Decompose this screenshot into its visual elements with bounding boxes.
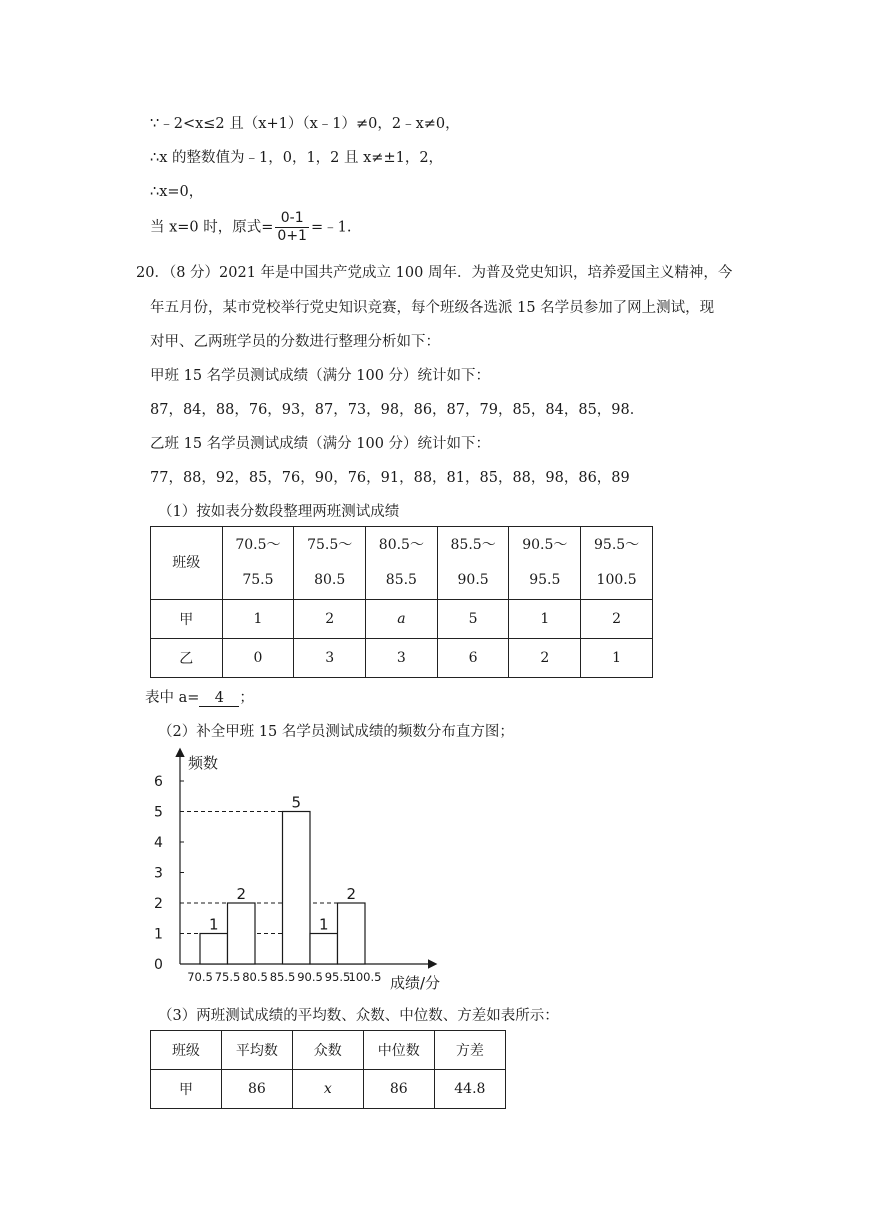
histogram-bar: [338, 903, 366, 964]
y-tick-label: 2: [154, 896, 163, 912]
solution-line-2: ∴x 的整数值为﹣1，0，1，2 且 x≠±1，2，: [150, 150, 444, 166]
fraction-numerator: 0-1: [275, 210, 309, 228]
table-header-cell: 中位数: [363, 1031, 434, 1070]
y-tick-label: 3: [154, 865, 163, 882]
x-tick-label: 80.5: [242, 970, 268, 984]
table-cell: 3: [366, 639, 438, 678]
x-tick-label: 95.5: [324, 970, 351, 984]
solution-line-4-suffix: =﹣1.: [310, 219, 352, 236]
table-cell: 44.8: [434, 1070, 505, 1109]
answer-line: [145, 686, 254, 707]
table-cell: 3: [294, 639, 366, 678]
x-axis-title: 成绩/分: [390, 974, 441, 992]
x-tick-label: 90.5: [297, 970, 323, 984]
table-cell: 6: [437, 639, 509, 678]
table-header-cell: 75.5～ 80.5: [294, 527, 366, 600]
table-row: [151, 639, 653, 678]
solution-line-4-prefix: 当 x=0 时，原式=: [150, 219, 274, 236]
bar-value-label: 2: [236, 885, 247, 903]
table-header-cell: 班级: [151, 1031, 222, 1070]
table-header-cell: 方差: [434, 1031, 505, 1070]
table-cell: 乙: [151, 639, 223, 678]
table-header-cell: 80.5～ 85.5: [366, 527, 438, 600]
table-cell: 甲: [151, 600, 223, 639]
table-header-row: [151, 527, 653, 600]
x-tick-label: 70.5: [187, 970, 213, 984]
x-tick-label: 75.5: [214, 970, 241, 984]
histogram-bar: [310, 934, 338, 965]
problem-line-1: 20．（8 分）2021 年是中国共产党成立 100 周年．为普及党史知识，培养爱国主义精神，今: [136, 265, 733, 281]
answer-suffix: ；: [239, 690, 254, 706]
table-cell: 86: [363, 1070, 434, 1109]
histogram-bar: [228, 903, 256, 964]
y-tick-label: 5: [154, 804, 163, 821]
bar-value-label: 2: [346, 885, 357, 903]
question-1: （1）按如表分数段整理两班测试成绩: [158, 504, 400, 520]
question-2: （2）补全甲班 15 名学员测试成绩的频数分布直方图；: [158, 724, 514, 740]
x-tick-label: 85.5: [269, 970, 296, 984]
problem-line-6: 乙班 15 名学员测试成绩（满分 100 分）统计如下：: [150, 436, 491, 452]
score-range-table: [150, 526, 653, 678]
table-cell: 1: [509, 600, 581, 639]
bar-value-label: 1: [318, 915, 329, 934]
table-header-row: [151, 1031, 506, 1070]
table-header-cell: 70.5～ 75.5: [222, 527, 294, 600]
solution-line-4: [150, 210, 351, 245]
table-header-cell: 众数: [292, 1031, 363, 1070]
table-row: [151, 600, 653, 639]
answer-prefix: 表中 a=: [145, 690, 200, 706]
problem-line-2: 年五月份，某市党校举行党史知识竞赛，每个班级各选派 15 名学员参加了网上测试，现: [150, 300, 715, 316]
problem-line-4: 甲班 15 名学员测试成绩（满分 100 分）统计如下：: [150, 368, 491, 384]
table-cell: 1: [222, 600, 294, 639]
solution-line-1: ∵﹣2<x≤2 且（x+1）（x﹣1）≠0，2﹣x≠0，: [150, 116, 460, 132]
x-tick-label: 100.5: [348, 970, 382, 984]
table-cell: 5: [437, 600, 509, 639]
histogram-chart: [140, 742, 450, 1000]
table-cell: 2: [509, 639, 581, 678]
class-b-scores: 77，88，92，85，76，90，76，91，88，81，85，88，98，86，89: [150, 470, 630, 486]
statistics-table: [150, 1030, 506, 1109]
bar-value-label: 1: [208, 915, 219, 934]
problem-line-3: 对甲、乙两班学员的分数进行整理分析如下：: [150, 334, 440, 350]
histogram-bar: [200, 934, 228, 965]
solution-line-3: ∴x=0，: [150, 184, 204, 200]
table-cell: 甲: [151, 1070, 222, 1109]
class-a-scores: 87，84，88，76，93，87，73，98，86，87，79，85，84，85，98．: [150, 402, 645, 418]
table-cell: a: [366, 600, 438, 639]
table-header-cell: 90.5～ 95.5: [509, 527, 581, 600]
table-header-cell: 85.5～ 90.5: [437, 527, 509, 600]
y-tick-label: 0: [154, 957, 163, 973]
fraction: [275, 210, 309, 245]
table-row: [151, 1070, 506, 1109]
question-3: （3）两班测试成绩的平均数、众数、中位数、方差如表所示：: [158, 1008, 559, 1024]
y-tick-label: 4: [154, 835, 163, 851]
bar-value-label: 5: [291, 793, 302, 812]
histogram-bar: [283, 812, 311, 965]
table-header-cell: 95.5～ 100.5: [581, 527, 653, 600]
table-cell: 1: [581, 639, 653, 678]
y-tick-label: 6: [154, 774, 163, 790]
table-cell: 86: [221, 1070, 292, 1109]
table-cell: x: [292, 1070, 363, 1109]
table-header-cell: 平均数: [221, 1031, 292, 1070]
y-tick-label: 1: [154, 926, 163, 943]
y-axis-title: 频数: [188, 754, 219, 772]
table-header-cell: 班级: [151, 527, 223, 600]
answer-value: 4: [199, 690, 239, 707]
table-cell: 2: [581, 600, 653, 639]
table-cell: 0: [222, 639, 294, 678]
fraction-denominator: 0+1: [277, 228, 307, 244]
table-cell: 2: [294, 600, 366, 639]
